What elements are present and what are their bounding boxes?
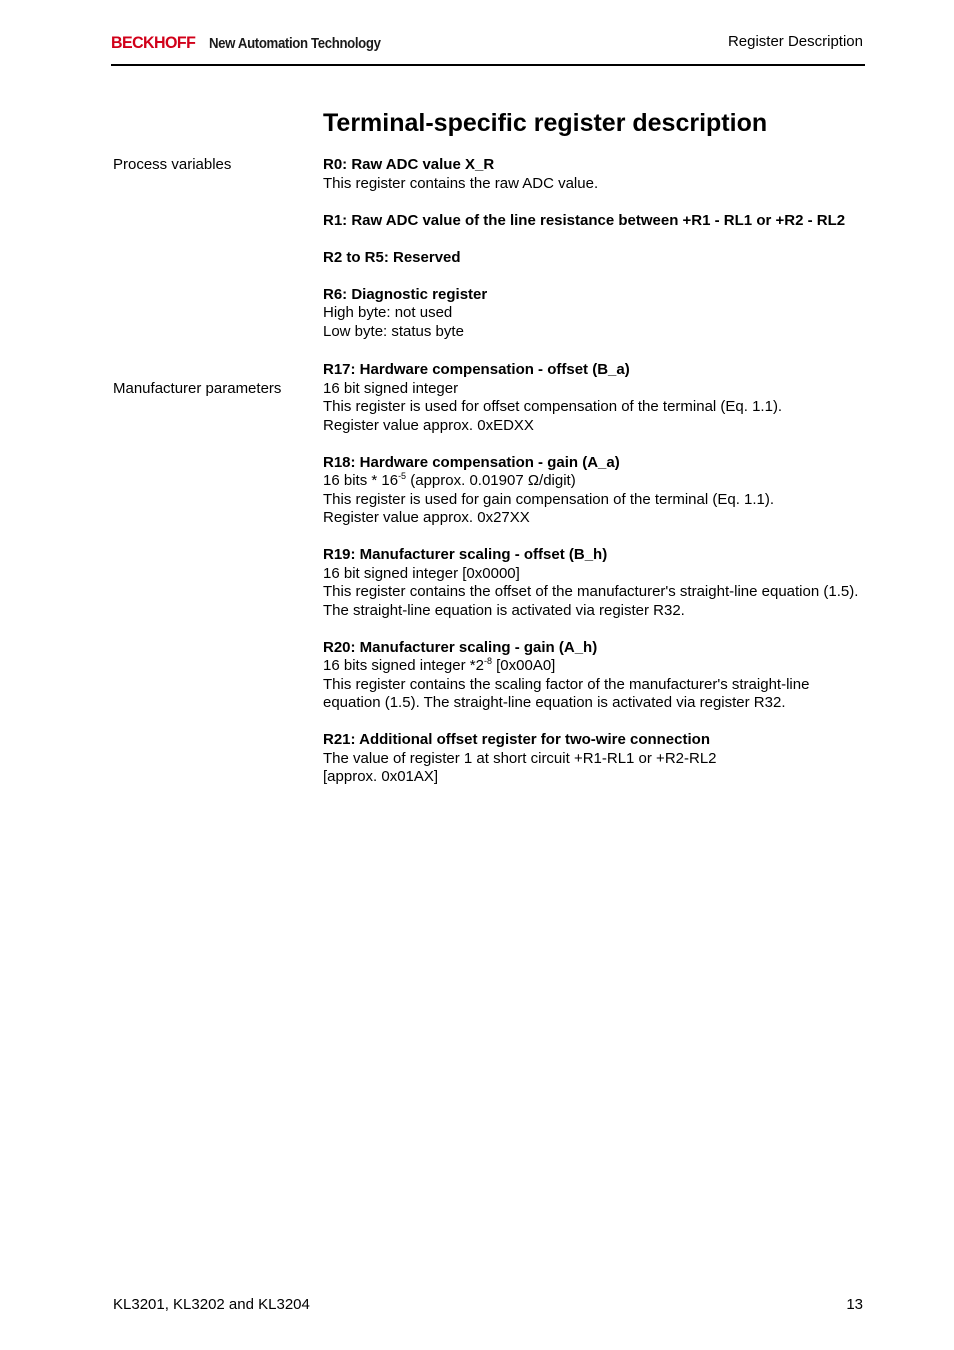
register-entry-r17 <box>323 361 863 435</box>
exponent: -5 <box>398 471 407 481</box>
register-list <box>323 156 863 805</box>
format-text: [0x00A0] <box>491 657 556 674</box>
logo-brand: BECKHOFF <box>111 33 196 52</box>
register-title: R0: Raw ADC value X_R <box>323 156 495 173</box>
logo-tagline: New Automation Technology <box>209 35 381 52</box>
register-text: This register is used for offset compensation of the terminal (Eq. 1.1). <box>323 398 783 415</box>
exponent: -8 <box>483 656 492 666</box>
register-title: R20: Manufacturer scaling - gain (A_h) <box>323 638 598 656</box>
format-text: 16 bits * 16 <box>323 472 399 489</box>
register-title: R18: Hardware compensation - gain (A_a) <box>323 453 620 471</box>
register-text: Register value approx. 0xEDXX <box>323 416 534 434</box>
register-text: This register contains the offset of the manufacturer's straight-line equation (1.5). The straight-line equation is activated via register R32. <box>323 583 859 619</box>
register-entry-r6 <box>323 286 863 342</box>
register-text: 16 bit signed integer [0x0000] <box>323 564 520 582</box>
register-entry-r1 <box>323 212 863 231</box>
format-text: (approx. 0.01907 Ω/digit) <box>406 472 576 489</box>
register-title: R19: Manufacturer scaling - offset (B_h) <box>323 546 608 563</box>
register-title: R17: Hardware compensation - offset (B_a) <box>323 361 630 378</box>
footer-product-name: KL3201, KL3202 and KL3204 <box>113 1296 310 1313</box>
footer-page-number: 13 <box>846 1296 863 1313</box>
register-entry-r0 <box>323 156 863 193</box>
page-title: Terminal-specific register description <box>323 109 768 137</box>
register-entry-r18 <box>323 454 863 528</box>
register-text: Register value approx. 0x27XX <box>323 509 530 526</box>
register-text: This register contains the scaling factor of the manufacturer's straight-line equation (1.5). The straight-line equation is activated via register R32. <box>323 675 810 711</box>
register-format <box>323 657 863 676</box>
register-title: R21: Additional offset register for two-wire connection <box>323 731 710 748</box>
chapter-title: Register Description <box>727 33 863 50</box>
register-format <box>323 472 863 491</box>
register-text: The value of register 1 at short circuit +R1-RL1 or +R2-RL2 <box>323 749 717 767</box>
register-text: [approx. 0x01AX] <box>323 768 439 785</box>
register-title: R2 to R5: Reserved <box>323 248 461 266</box>
register-entry-r20 <box>323 639 863 713</box>
register-text: High byte: not used <box>323 304 453 321</box>
register-text: This register contains the raw ADC value. <box>323 174 599 192</box>
register-entry-r19 <box>323 546 863 620</box>
section-label-manufacturer-parameters: Manufacturer parameters <box>113 380 282 397</box>
register-title: R6: Diagnostic register <box>323 285 488 303</box>
register-entry-r2-r5 <box>323 249 863 268</box>
register-text: 16 bit signed integer <box>323 379 459 397</box>
register-title: R1: Raw ADC value of the line resistance between +R1 - RL1 or +R2 - RL2 <box>323 211 846 229</box>
beckhoff-logo <box>111 33 404 54</box>
register-entry-r21 <box>323 731 863 787</box>
register-text: Low byte: status byte <box>323 322 464 340</box>
register-text: This register is used for gain compensation of the terminal (Eq. 1.1). <box>323 490 775 508</box>
page-header <box>111 30 865 66</box>
section-label-process-variables: Process variables <box>113 156 232 173</box>
format-text: 16 bits signed integer *2 <box>323 657 484 674</box>
